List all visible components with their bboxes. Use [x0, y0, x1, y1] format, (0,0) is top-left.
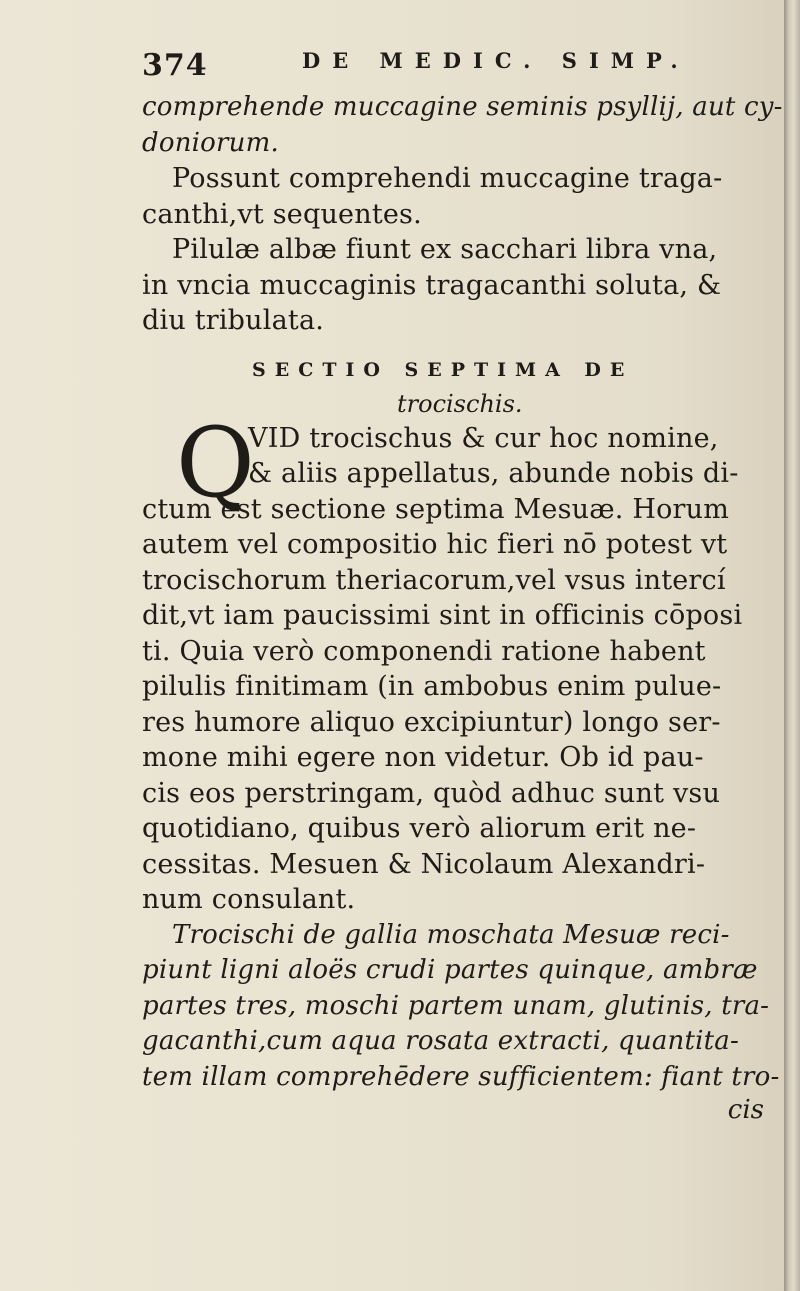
main-line-5: ti. Quia verò componendi ratione habent [142, 635, 706, 667]
main-line-9: cis eos perstringam, quòd adhuc sunt vsu [142, 777, 721, 809]
main-line-2: autem vel compositio hic fieri nō potest vt [142, 529, 728, 560]
paragraph-2-line-3: diu tribulata. [142, 305, 325, 336]
main-line-6: pilulis finitimam (in ambobus enim pulue- [142, 671, 722, 702]
main-line-8: mone mihi egere non videtur. Ob id pau- [142, 742, 704, 773]
paragraph-1-line-2: canthi,vt sequentes. [142, 198, 422, 230]
recipe-bottom-line-1: Trocischi de gallia moschata Mesuæ reci- [172, 919, 730, 950]
paragraph-2 [142, 232, 782, 339]
main-line-7: res humore aliquo excipiuntur) longo ser- [142, 706, 721, 738]
main-line-12: num consulant. [142, 884, 356, 915]
recipe-bottom [142, 918, 782, 1126]
page-header [142, 44, 782, 90]
page-content [142, 44, 782, 1125]
main-paragraph [142, 406, 782, 918]
page-edge [784, 0, 800, 1291]
paragraph-2-line-2: in vncia muccaginis tragacanthi soluta, & [142, 269, 722, 301]
section-title: SECTIO SEPTIMA DE [252, 358, 634, 381]
main-cap-line-2: & aliis appellatus, abunde nobis di- [248, 458, 739, 489]
catchword: cis [727, 1095, 764, 1125]
paragraph-2-line-1: Pilulæ albæ fiunt ex sacchari libra vna, [172, 234, 718, 265]
running-head: DE MEDIC. SIMP. [302, 48, 690, 73]
main-line-4: dit,vt iam paucissimi sint in officinis cōposi [142, 600, 743, 631]
recipe-bottom-line-2: piunt ligni aloës crudi partes quinque, ambræ [142, 955, 758, 985]
paragraph-1-line-1: Possunt comprehendi muccagine traga- [172, 163, 723, 194]
main-line-3: trocischorum theriacorum,vel vsus intercí [142, 564, 726, 596]
recipe-bottom-line-5: tem illam comprehēdere sufficientem: fiant tro- [142, 1061, 780, 1092]
main-line-1: ctum est sectione septima Mesuæ. Horum [142, 493, 730, 525]
page-number: 374 [142, 48, 208, 83]
main-line-11: cessitas. Mesuen & Nicolaum Alexandri- [142, 848, 706, 880]
main-line-10: quotidiano, quibus verò aliorum erit ne- [142, 813, 697, 844]
recipe-top-line-2: doniorum. [142, 127, 279, 158]
recipe-bottom-line-4: gacanthi,cum aqua rosata extracti, quantita- [142, 1026, 739, 1056]
recipe-top-line-1: comprehende muccagine seminis psyllij, aut cy- [142, 92, 783, 122]
spacer [142, 339, 782, 353]
recipe-top [142, 90, 782, 161]
section-subtitle: trocischis. [397, 389, 523, 418]
main-cap-line-1: VID trocischus & cur hoc nomine, [248, 422, 719, 454]
drop-cap: Q [176, 406, 255, 519]
paragraph-1 [142, 161, 782, 232]
recipe-bottom-line-3: partes tres, moschi partem unam, glutinis, tra- [142, 990, 770, 1021]
